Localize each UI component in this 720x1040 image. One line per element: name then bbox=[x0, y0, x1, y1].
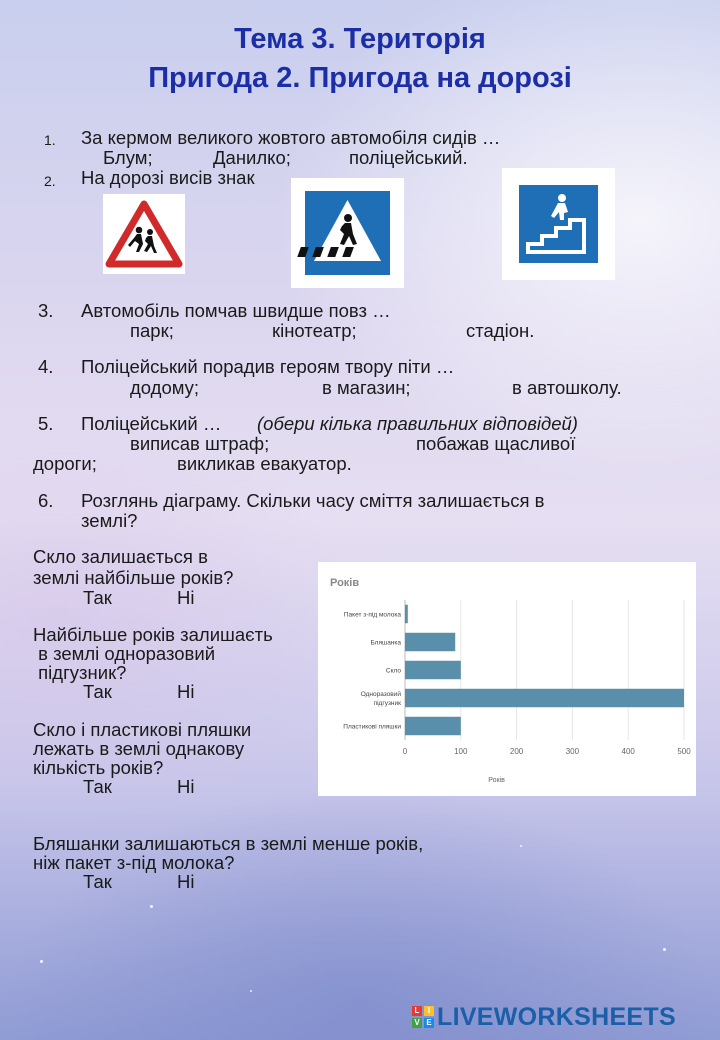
x-tick-label: 300 bbox=[565, 747, 580, 756]
yes-option[interactable]: Так bbox=[83, 587, 112, 608]
category-label-line: Бляшанка bbox=[370, 639, 401, 647]
question-number: 4. bbox=[38, 356, 54, 377]
no-option[interactable]: Ні bbox=[177, 871, 195, 892]
underpass-stairs-icon[interactable] bbox=[502, 168, 615, 280]
sparkle bbox=[663, 948, 666, 951]
answer-option[interactable]: в автошколу. bbox=[512, 377, 622, 398]
question-text: Автомобіль помчав швидше повз … bbox=[81, 300, 391, 321]
bar bbox=[405, 605, 408, 623]
answer-option[interactable]: Данилко; bbox=[213, 147, 291, 168]
question-text: Розглянь діаграму. Скільки часу сміття залишається в bbox=[81, 490, 545, 511]
answer-option[interactable]: поліцейський. bbox=[349, 147, 468, 168]
no-option[interactable]: Ні bbox=[177, 681, 195, 702]
statement-text: землі найбільше років? bbox=[33, 567, 234, 588]
answer-option[interactable]: додому; bbox=[130, 377, 200, 398]
y-category-label bbox=[344, 611, 402, 619]
sparkle bbox=[150, 905, 153, 908]
answer-option[interactable]: в магазин; bbox=[322, 377, 411, 398]
question-number: 1. bbox=[44, 132, 56, 148]
category-label-line: Пакет з-під молока bbox=[343, 611, 401, 619]
logo-letter: V bbox=[412, 1018, 422, 1028]
yes-option[interactable]: Так bbox=[83, 776, 112, 797]
logo-text: LIVEWORKSHEETS bbox=[437, 1002, 676, 1031]
answer-option[interactable]: Блум; bbox=[103, 147, 153, 168]
answer-option[interactable]: стадіон. bbox=[466, 320, 535, 341]
statement-text: ніж пакет з-під молока? bbox=[33, 852, 235, 873]
question-text: Поліцейський … bbox=[81, 413, 222, 434]
statement-text: Скло залишається в bbox=[33, 546, 208, 567]
statement-text: кількість років? bbox=[33, 757, 164, 778]
x-axis-label: Років bbox=[488, 777, 505, 784]
logo-blocks-icon bbox=[412, 1006, 434, 1028]
y-category-label bbox=[361, 690, 402, 707]
question-text: Поліцейський порадив героям твору піти … bbox=[81, 356, 455, 377]
question-number: 6. bbox=[38, 490, 54, 511]
x-tick-label: 200 bbox=[509, 747, 524, 756]
statement-text: Скло і пластикові пляшки bbox=[33, 719, 252, 740]
answer-option[interactable]: парк; bbox=[130, 320, 174, 341]
x-tick-label: 400 bbox=[621, 747, 635, 756]
logo-letter: L bbox=[412, 1006, 422, 1016]
no-option[interactable]: Ні bbox=[177, 776, 195, 797]
children-crossing-icon[interactable] bbox=[103, 194, 185, 274]
question-text: За кермом великого жовтого автомобіля сидів … bbox=[81, 127, 501, 148]
bar bbox=[405, 717, 461, 735]
question-number: 5. bbox=[38, 413, 54, 434]
answer-option[interactable]: викликав евакуатор. bbox=[177, 453, 352, 474]
statement-text: лежать в землі однакову bbox=[33, 738, 245, 759]
category-label-line: Пластикові пляшки bbox=[343, 723, 401, 731]
sparkle bbox=[40, 960, 43, 963]
answer-option[interactable]: виписав штраф; bbox=[130, 433, 270, 454]
y-category-label bbox=[370, 640, 401, 647]
chart-title: Років bbox=[330, 577, 360, 589]
statement-text: підгузник? bbox=[33, 662, 127, 683]
yes-option[interactable]: Так bbox=[83, 871, 112, 892]
sparkle bbox=[250, 990, 252, 992]
category-label-line: підгузник bbox=[373, 700, 401, 707]
bar-chart bbox=[318, 562, 696, 796]
question-number: 2. bbox=[44, 173, 56, 189]
x-tick-label: 0 bbox=[402, 747, 408, 756]
liveworksheets-logo bbox=[412, 1002, 676, 1032]
statement-text: Найбільше років залишаєть bbox=[33, 624, 273, 645]
y-category-label bbox=[386, 668, 401, 675]
no-option[interactable]: Ні bbox=[177, 587, 195, 608]
page-title: Тема 3. Територія bbox=[234, 23, 486, 55]
question-hint: (обери кілька правильних відповідей) bbox=[257, 413, 578, 434]
logo-letter: I bbox=[424, 1006, 434, 1016]
category-label-line: Скло bbox=[385, 667, 401, 675]
logo-letter: E bbox=[424, 1018, 434, 1028]
sparkle bbox=[520, 845, 522, 847]
category-label-line: Одноразовий bbox=[360, 691, 401, 698]
bar bbox=[405, 689, 684, 707]
yes-option[interactable]: Так bbox=[83, 681, 112, 702]
question-text: землі? bbox=[81, 510, 138, 531]
bar bbox=[405, 661, 461, 679]
pedestrian-crossing-icon[interactable] bbox=[291, 178, 404, 288]
statement-text: Бляшанки залишаються в землі менше років, bbox=[33, 833, 424, 854]
page-subtitle: Пригода 2. Пригода на дорозі bbox=[148, 62, 572, 94]
chart-canvas bbox=[318, 562, 696, 796]
answer-option[interactable]: кінотеатр; bbox=[272, 320, 357, 341]
statement-text: в землі одноразовий bbox=[33, 643, 216, 664]
question-text: На дорозі висів знак bbox=[81, 167, 255, 188]
bar bbox=[405, 633, 455, 651]
x-tick-label: 500 bbox=[677, 747, 691, 756]
y-category-label bbox=[343, 723, 401, 731]
question-number: 3. bbox=[38, 300, 54, 321]
answer-option[interactable]: побажав щасливої bbox=[416, 433, 576, 454]
answer-option-continuation[interactable]: дороги; bbox=[33, 453, 97, 474]
x-tick-label: 100 bbox=[454, 747, 468, 756]
